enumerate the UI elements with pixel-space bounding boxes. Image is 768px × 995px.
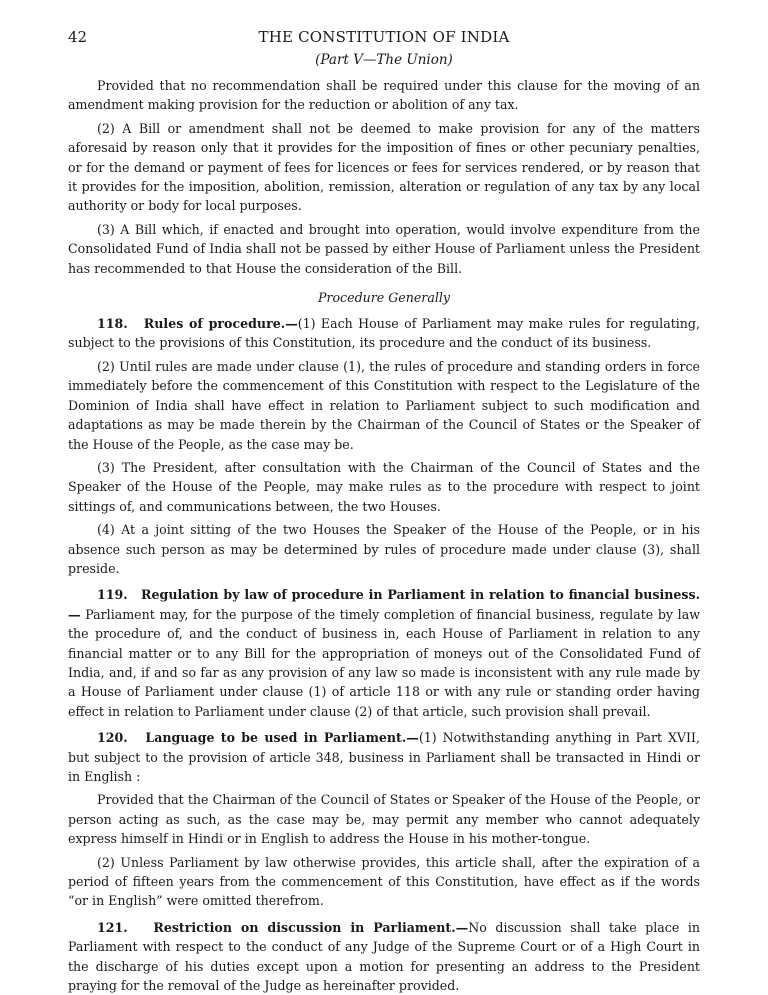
clause-paragraph: (2) Until rules are made under clause (1), the rules of procedure and standing orders in force immediately before the commencement of this Constitution with respect to the Legislature of the Dominion of India shall have effect in relation to Parliament subject to such modification and adaptations as may be made therein by the Chairman of the Council of States or the Speaker of the House of the People, as the case may be. <box>68 358 700 452</box>
proviso-paragraph: Provided that no recommendation shall be required under this clause for the moving of an amendment making provision for the reduction or abolition of any tax. <box>68 78 700 113</box>
clause-paragraph: (2) A Bill or amendment shall not be deemed to make provision for any of the matters aforesaid by reason only that it provides for the imposition of fines or other pecuniary penalties, or for the demand or payment of fees for licences or fees for services rendered, or by reason that it provides for the imposition, abolition, remission, alteration or regulation of any tax by any local authority or body for local purposes. <box>68 120 700 214</box>
section-heading: Procedure Generally <box>317 290 450 306</box>
page-header <box>68 26 700 48</box>
article-120-lead <box>68 728 700 786</box>
running-title: THE CONSTITUTION OF INDIA <box>258 28 510 46</box>
article-text: (1) Notwithstanding anything in Part XVII, but subject to the provision of article 348, business in Parliament shall be transacted in Hindi or in English : <box>68 730 700 784</box>
article-118-lead <box>68 314 700 353</box>
article-text: (1) Each House of Parliament may make rules for regulating, subject to the provisions of this Constitution, its procedure and the conduct of its business. <box>68 316 700 351</box>
article-title: Language to be used in Parliament.— <box>145 730 419 746</box>
article-title: Restriction on discussion in Parliament.— <box>153 919 469 935</box>
article-title: Regulation by law of procedure in Parliament in relation to financial business.— <box>68 587 700 622</box>
article-number: 119. <box>97 587 128 603</box>
clause-paragraph: (4) At a joint sitting of the two Houses the Speaker of the House of the People, or in his absence such person as may be determined by rules of procedure made under clause (3), shall preside. <box>68 522 700 576</box>
article-text: Parliament may, for the purpose of the timely completion of financial business, regulate by law the procedure of, and the conduct of business in, each House of Parliament in relation to any financial matter or to any Bill for the appropriation of moneys out of the Consolidated Fund of India, and, if and so far as any provision of any law so made is inconsistent with any rule made by a House of Parliament under clause (1) of article 118 or with any rule or standing order having effect in relation to Parliament under clause (2) of that article, such provision shall prevail. <box>68 606 700 719</box>
proviso-paragraph: Provided that the Chairman of the Council of States or Speaker of the House of the People, or person acting as such, as the case may be, may permit any member who cannot adequately express himself in Hindi or in English to address the House in his mother-tongue. <box>68 792 700 847</box>
part-heading: (Part V—The Union) <box>315 52 453 68</box>
article-119-lead <box>68 585 700 721</box>
article-number: 121. <box>97 919 128 935</box>
article-number: 118. <box>97 316 128 332</box>
page-number: 42 <box>68 28 88 46</box>
clause-paragraph: (3) A Bill which, if enacted and brought into operation, would involve expenditure from the Consolidated Fund of India shall not be passed by either House of Parliament unless the President has recommended to that House the consideration of the Bill. <box>68 221 700 276</box>
article-title: Rules of procedure.— <box>143 316 298 332</box>
document-body <box>68 76 700 995</box>
clause-paragraph: (3) The President, after consultation with the Chairman of the Council of States and the Speaker of the House of the People, may make rules as to the procedure with respect to joint sittings of, and communications between, the two Houses. <box>68 459 700 514</box>
article-number: 120. <box>97 730 128 746</box>
clause-paragraph: (2) Unless Parliament by law otherwise provides, this article shall, after the expiration of a period of fifteen years from the commencement of this Constitution, have effect as if the words “or in English” were omitted therefrom. <box>68 854 700 909</box>
article-121-lead <box>68 918 700 995</box>
article-text: No discussion shall take place in Parliament with respect to the conduct of any Judge of the Supreme Court or of a High Court in the discharge of his duties except upon a motion for presenting an address to the President praying for the removal of the Judge as hereinafter provided. <box>68 919 701 994</box>
